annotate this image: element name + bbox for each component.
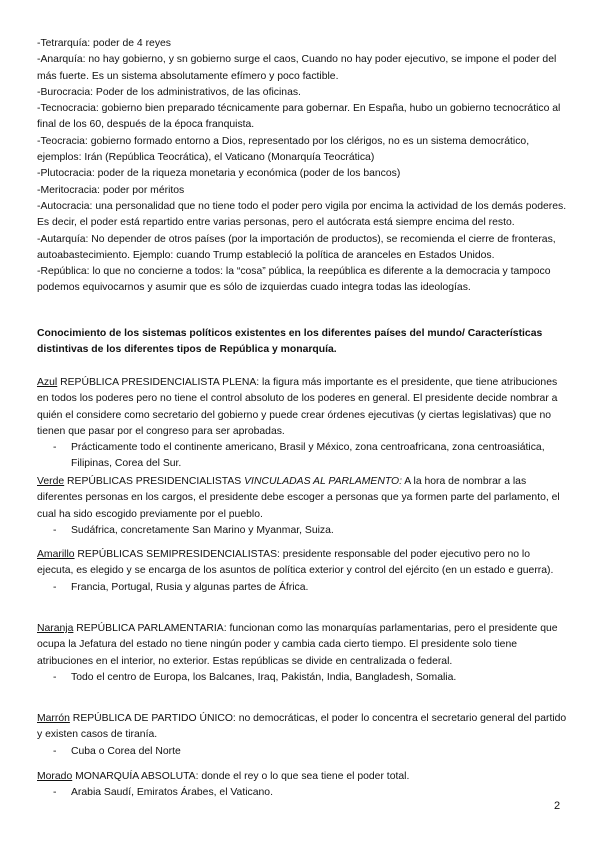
section-amarillo [37,547,567,596]
section-paragraph [37,769,567,785]
section-verde [37,474,567,539]
list-item [37,580,567,596]
list-item [37,523,567,539]
definition-tecnocracia: -Tecnocracia: gobierno bien preparado técnicamente para gobernar. En España, hubo un gobierno tecnocrático al final de los 60, después de la época franquista. [37,103,561,131]
color-label: Verde [37,476,65,487]
definition-republica: -República: lo que no concierne a todos: la “cosa” pública, la reepública es diferente a la democracia y tampoco podemos equivocarnos y asumir que es sólo de izquierdas cuado integra todas las ideologías. [37,266,551,294]
definition-tetrarquia: -Tetrarquía: poder de 4 reyes [37,38,171,49]
definition-teocracia: -Teocracia: gobierno formado entorno a Dios, representado por los clérigos, no es un sistema democrático, ejemplos: Irán (República Teocrática), el Vaticano (Monarquía Teocrática) [37,135,530,164]
list-item-text: Todo el centro de Europa, los Balcanes, Iraq, Pakistán, India, Bangladesh, Somalia. [71,671,457,683]
list-item-text: Arabia Saudí, Emiratos Árabes, el Vaticano. [71,787,273,799]
list-item [37,440,567,473]
section-marron [37,711,567,760]
definition-burocracia: -Burocracia: Poder de los administrativos, de las oficinas. [37,86,301,98]
dash-marker: - [53,581,57,593]
definition-autarquia: -Autarquía: No depender de otros países (por la importación de productos), se recomienda el cierre de fronteras, autoabastecimiento. Ejemplo: cuando Trump estableció la política de aranceles en Estados Unidos. [37,233,556,261]
section-text: MONARQUÍA ABSOLUTA: donde el rey o lo que sea tiene el poder total. [72,771,410,782]
section-italic-text: VINCULADAS AL PARLAMENTO: [244,476,402,487]
list-item-text: Prácticamente todo el continente americano, Brasil y México, zona centroafricana, zona centroasiática, Filipinas, Corea del Sur. [71,442,545,470]
color-label: Marrón [37,713,70,724]
color-label: Naranja [37,623,74,634]
section-paragraph [37,547,567,580]
section-naranja [37,621,567,686]
bullet-list [37,523,567,539]
page-number: 2 [554,800,561,812]
section-text: REPÚBLICAS PRESIDENCIALISTAS [64,476,245,487]
bullet-list [37,744,567,760]
color-label: Azul [37,377,58,388]
definitions-list [37,36,567,297]
section-text: REPÚBLICA PARLAMENTARIA: funcionan como las monarquías parlamentarias, pero el presidente que ocupa la Jefatura del estado no tiene ningún poder y cambia cada cierto tiempo. El presidente solo tiene atribuciones en el interior, no exterior. Estas repúblicas se divide en centralizada o federal. [37,623,558,667]
list-item [37,670,567,686]
section-azul [37,375,567,473]
dash-marker: - [53,671,57,683]
definition-autocracia: -Autocracia: una personalidad que no tiene todo el poder pero vigila por encima la actividad de los demás poderes. Es decir, el poder está repartido entre varias personas, pero el autócrata está siempre encima del resto. [37,200,567,229]
section-text: REPÚBLICA PRESIDENCIALISTA PLENA: la figura más importante es el presidente, que tiene atribuciones en todos los poderes pero no tiene el control absoluto de los poderes en general. El presidente decide nombrar a quién el considere como secretario del gobierno y puede crear órdenes ejecutivas (y ciertas legislativas) que no tienen que pasar por el congreso para ser aprobadas. [37,377,558,437]
section-text: REPÚBLICAS SEMIPRESIDENCIALISTAS: presidente responsable del poder ejecutivo pero no lo ejecuta, es elegido y se encarga de los asuntos de política exterior y control del ejército (en un estado e guerra). [37,549,554,577]
definition-meritocracia: -Meritocracia: poder por méritos [37,184,185,196]
list-item-text: Cuba o Corea del Norte [71,745,181,757]
bullet-list [37,440,567,473]
definition-plutocracia: -Plutocracia: poder de la riqueza monetaria y económica (poder de los bancos) [37,168,401,180]
section-morado [37,769,567,802]
section-heading: Conocimiento de los sistemas políticos existentes en los diferentes países del mundo/ Características distintivas de los diferentes tipos de República y monarquía. [37,328,543,356]
section-paragraph [37,621,567,670]
color-label: Amarillo [37,549,75,560]
bullet-list [37,580,567,596]
definition-anarquia: -Anarquía: no hay gobierno, y sn gobierno surge el caos, Cuando no hay poder ejecutivo, se impone el poder del más fuerte. Es un sistema absolutamente efímero y poco factible. [37,54,557,82]
bullet-list [37,785,567,801]
dash-marker: - [53,745,57,757]
list-item-text: Francia, Portugal, Rusia y algunas partes de África. [71,581,309,593]
section-paragraph [37,375,567,440]
list-item [37,785,567,801]
dash-marker: - [53,524,57,536]
section-text: REPÚBLICA DE PARTIDO ÚNICO: no democráticas, el poder lo concentra el secretario general del partido y existen casos de tiranía. [37,713,567,741]
dash-marker: - [53,787,57,799]
color-label: Morado [37,771,73,782]
section-paragraph [37,711,567,744]
dash-marker: - [53,442,57,454]
bullet-list [37,670,567,686]
section-paragraph [37,474,567,523]
list-item-text: Sudáfrica, concretamente San Marino y Myanmar, Suiza. [71,524,334,536]
section-text-after: A la hora de nombrar a las diferentes personas en los cargos, el presidente debe escoger a personas que ya formen parte del parlamento, el cual ha sido escogido previamente por el pueblo. [37,476,560,520]
list-item [37,744,567,760]
